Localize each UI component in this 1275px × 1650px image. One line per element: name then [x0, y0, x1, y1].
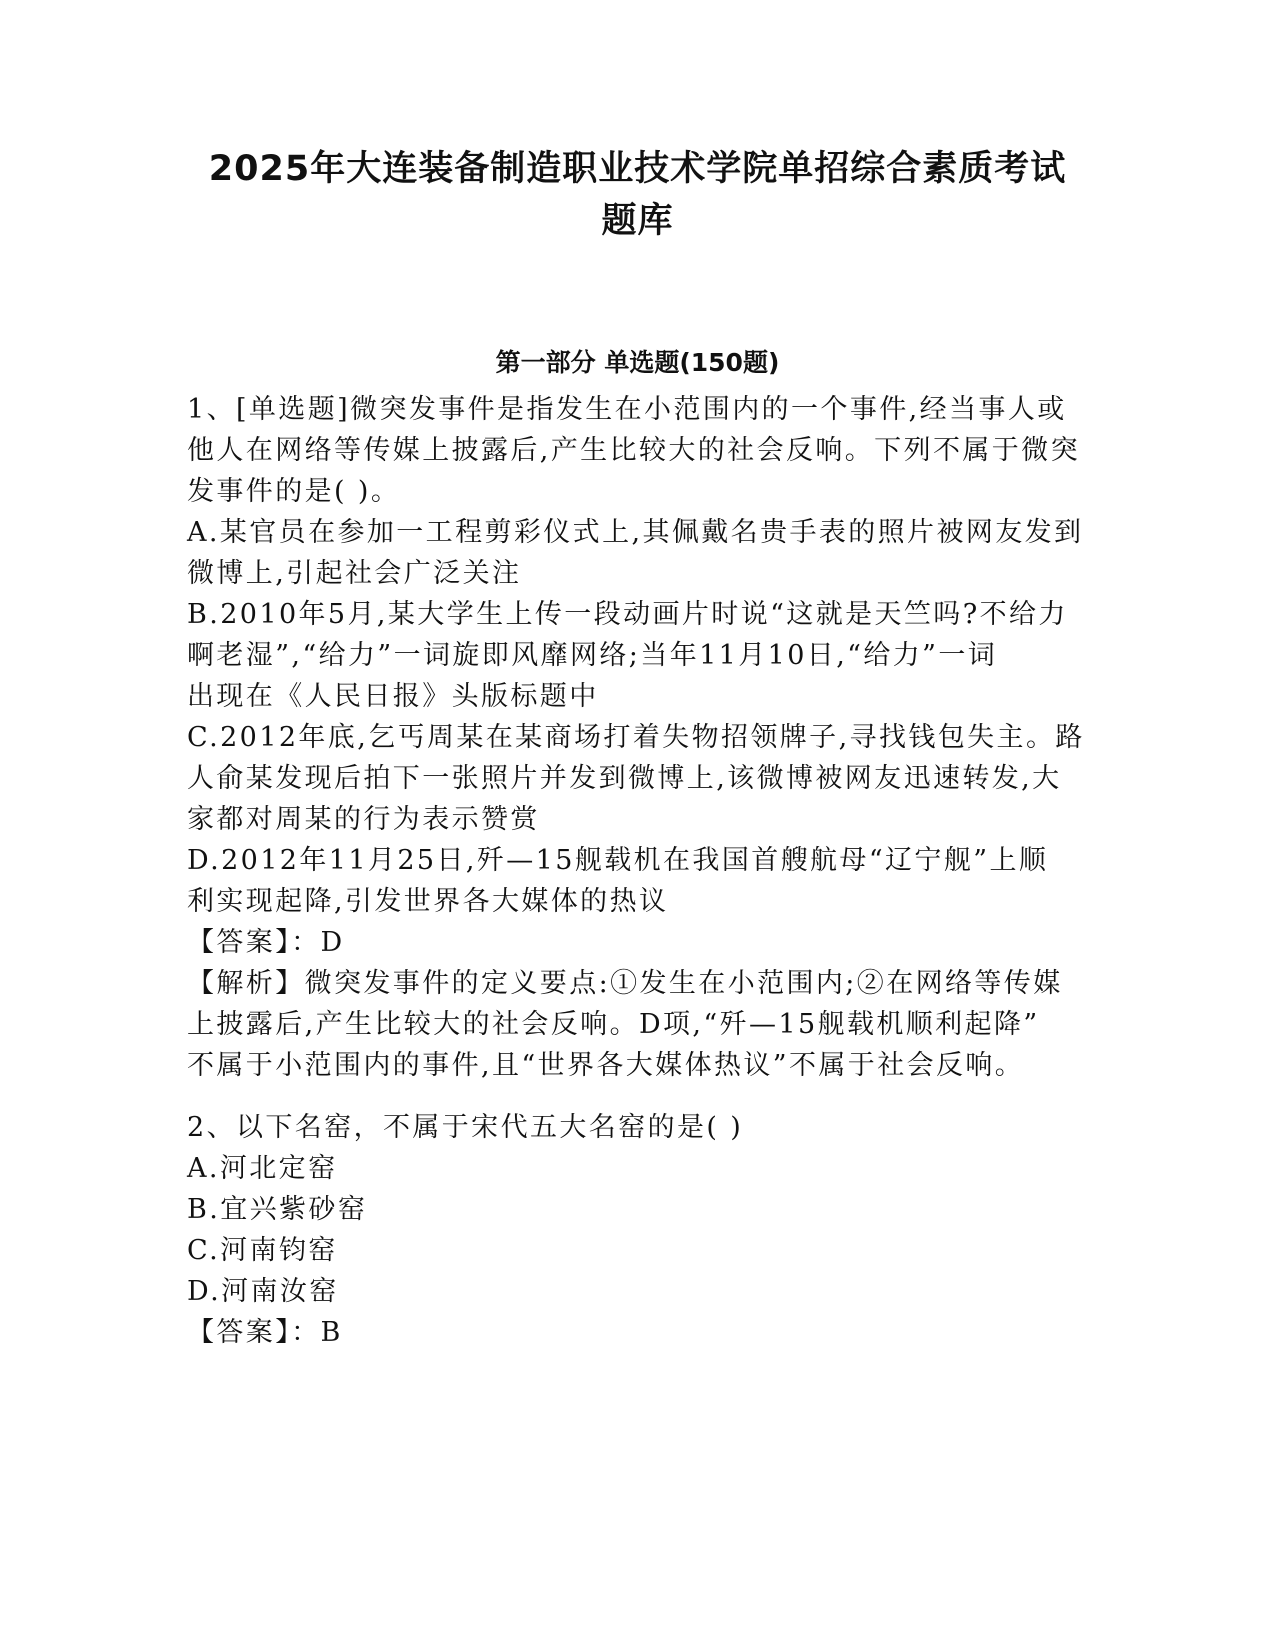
- question-1-option-c: 人俞某发现后拍下一张照片并发到微博上,该微博被网友迅速转发,大: [187, 763, 1062, 794]
- question-1-answer: 【答案】：D: [187, 927, 345, 958]
- question-2-option-d: D.河南汝窑: [187, 1276, 339, 1307]
- question-1-option-b: 啊老湿”,“给力”一词旋即风靡网络;当年11月10日,“给力”一词: [187, 640, 998, 671]
- question-1-option-a: A.某官员在参加一工程剪彩仪式上,其佩戴名贵手表的照片被网友发到: [187, 517, 1084, 548]
- question-2-option-c: C.河南钧窑: [187, 1235, 338, 1266]
- question-2-option-b: B.宜兴紫砂窑: [187, 1194, 368, 1225]
- question-1-stem-line: 发事件的是( )。: [187, 476, 401, 507]
- title-line-2: 题库: [601, 201, 674, 241]
- question-2-stem-line: 2、以下名窑，不属于宋代五大名窑的是( ): [187, 1112, 744, 1143]
- question-1-option-b: 出现在《人民日报》头版标题中: [187, 681, 599, 712]
- question-1-stem-line: 1、[单选题]微突发事件是指发生在小范围内的一个事件,经当事人或: [187, 394, 1067, 425]
- question-1-option-c: C.2012年底,乞丐周某在某商场打着失物招领牌子,寻找钱包失主。路: [187, 722, 1085, 753]
- question-1-analysis-line: 不属于小范围内的事件,且“世界各大媒体热议”不属于社会反响。: [187, 1050, 1025, 1081]
- section-heading: 第一部分 单选题(150题): [495, 348, 780, 377]
- question-1-option-d: D.2012年11月25日,歼—15舰载机在我国首艘航母“辽宁舰”上顺: [187, 845, 1049, 876]
- document-title: [150, 143, 1125, 247]
- question-2-answer: 【答案】：B: [187, 1317, 343, 1348]
- question-1-option-b: B.2010年5月,某大学生上传一段动画片时说“这就是天竺吗?不给力: [187, 599, 1068, 630]
- question-1-option-d: 利实现起降,引发世界各大媒体的热议: [187, 886, 669, 917]
- question-2-option-a: A.河北定窑: [187, 1153, 338, 1184]
- question-1-analysis-line: 上披露后,产生比较大的社会反响。D项,“歼—15舰载机顺利起降”: [187, 1009, 1040, 1040]
- question-1-stem-line: 他人在网络等传媒上披露后,产生比较大的社会反响。下列不属于微突: [187, 435, 1080, 466]
- question-1-analysis-line: 【解析】微突发事件的定义要点:①发生在小范围内;②在网络等传媒: [187, 968, 1063, 999]
- question-1-option-c: 家都对周某的行为表示赞赏: [187, 804, 540, 835]
- question-1-option-a: 微博上,引起社会广泛关注: [187, 558, 522, 589]
- title-line-1: 2025年大连装备制造职业技术学院单招综合素质考试: [208, 149, 1067, 189]
